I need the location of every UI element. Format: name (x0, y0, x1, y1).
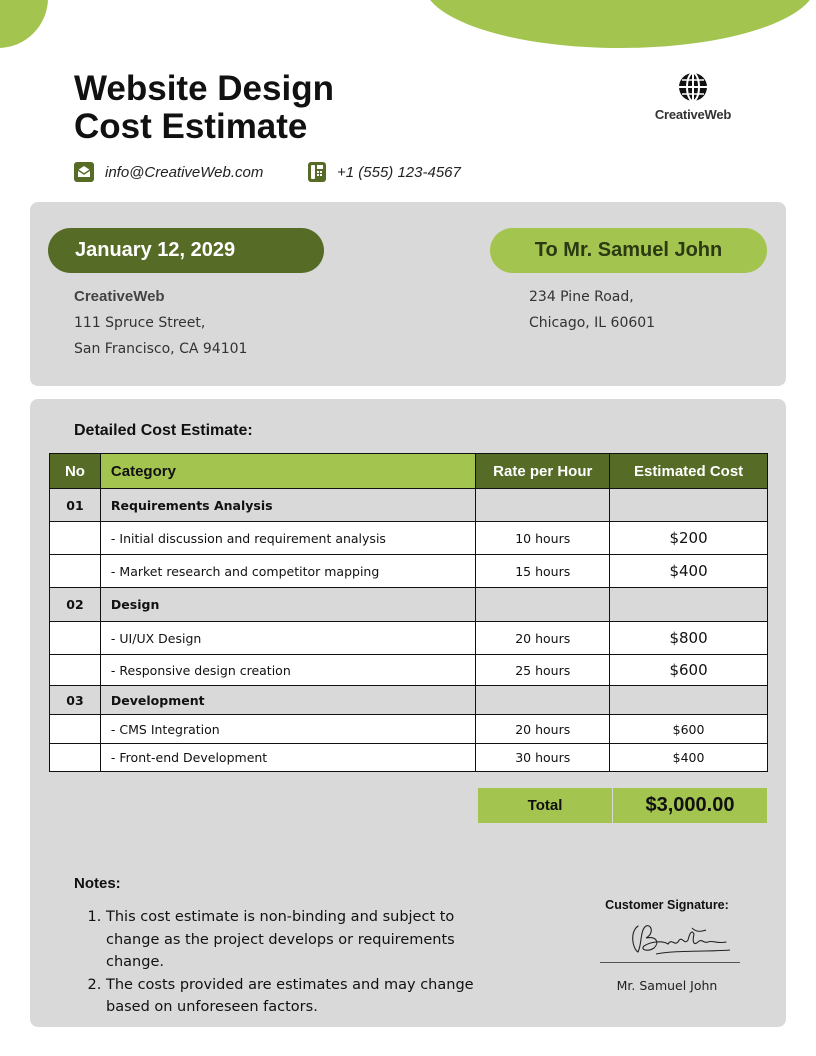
empty-cell (50, 622, 101, 655)
list-item: 1. This cost estimate is non-binding and subject to change as the project develops or requirements change. (106, 906, 508, 974)
empty-cell (476, 686, 610, 715)
category-row (50, 489, 768, 522)
contact-email[interactable] (74, 161, 263, 183)
list-item: 2. The costs provided are estimates and may change based on unforeseen factors. (106, 974, 508, 1019)
recipient-pill: To Mr. Samuel John (490, 228, 767, 273)
table-row (50, 555, 768, 588)
logo-text: CreativeWeb (654, 107, 732, 122)
estimate-title: Detailed Cost Estimate: (74, 422, 253, 439)
empty-cell (610, 686, 768, 715)
item-cost: $800 (610, 622, 768, 655)
mail-icon (74, 162, 94, 182)
email-text: info@CreativeWeb.com (105, 163, 264, 181)
table-header-row (50, 454, 768, 489)
recipient-city: Chicago, IL 60601 (529, 315, 656, 331)
contact-phone[interactable] (308, 161, 461, 183)
empty-cell (610, 489, 768, 522)
category-name: Requirements Analysis (100, 489, 475, 522)
item-description: - Initial discussion and requirement analysis (100, 522, 475, 555)
total-value: $3,000.00 (613, 788, 767, 823)
empty-cell (476, 489, 610, 522)
corner-decoration-right (424, 0, 816, 48)
table-row (50, 655, 768, 686)
table-row (50, 715, 768, 744)
phone-text: +1 (555) 123-4567 (337, 163, 461, 181)
address-panel (30, 202, 786, 386)
category-name: Development (100, 686, 475, 715)
recipient-address (529, 284, 655, 336)
title-line-2: Cost Estimate (74, 107, 308, 146)
item-cost: $400 (610, 555, 768, 588)
item-description: - CMS Integration (100, 715, 475, 744)
category-number: 03 (50, 686, 101, 715)
empty-cell (50, 522, 101, 555)
recipient-street: 234 Pine Road, (529, 289, 634, 305)
column-header-cost: Estimated Cost (610, 454, 768, 489)
sender-street: 111 Spruce Street, (74, 315, 206, 331)
signature-label: Customer Signature: (605, 898, 729, 912)
column-header-category: Category (100, 454, 475, 489)
column-header-no: No (50, 454, 101, 489)
item-cost: $600 (610, 655, 768, 686)
item-rate: 25 hours (476, 655, 610, 686)
signature-name: Mr. Samuel John (616, 978, 718, 993)
empty-cell (50, 555, 101, 588)
item-cost: $200 (610, 522, 768, 555)
column-header-rate: Rate per Hour (476, 454, 610, 489)
item-description: - Market research and competitor mapping (100, 555, 475, 588)
empty-cell (50, 744, 101, 772)
item-rate: 20 hours (476, 715, 610, 744)
category-number: 02 (50, 588, 101, 622)
empty-cell (476, 588, 610, 622)
category-row (50, 588, 768, 622)
total-row (478, 788, 767, 823)
table-row (50, 622, 768, 655)
empty-cell (610, 588, 768, 622)
item-cost: $600 (610, 715, 768, 744)
corner-decoration-left (0, 0, 48, 48)
signature-line (600, 962, 740, 963)
signature-scribble (626, 920, 736, 960)
category-row (50, 686, 768, 715)
table-row (50, 744, 768, 772)
phone-icon (308, 162, 328, 182)
total-label: Total (478, 788, 612, 823)
empty-cell (50, 715, 101, 744)
item-description: - Responsive design creation (100, 655, 475, 686)
item-rate: 30 hours (476, 744, 610, 772)
item-rate: 15 hours (476, 555, 610, 588)
notes-title: Notes: (74, 875, 121, 892)
category-name: Design (100, 588, 475, 622)
notes-list (88, 906, 508, 1019)
sender-address (74, 284, 247, 362)
item-rate: 10 hours (476, 522, 610, 555)
empty-cell (50, 655, 101, 686)
date-pill: January 12, 2029 (48, 228, 324, 273)
item-rate: 20 hours (476, 622, 610, 655)
sender-city: San Francisco, CA 94101 (74, 341, 248, 357)
page-title (74, 70, 434, 146)
globe-icon (678, 72, 708, 102)
estimate-table (49, 453, 768, 772)
item-description: - UI/UX Design (100, 622, 475, 655)
table-row (50, 522, 768, 555)
estimate-panel (30, 399, 786, 1027)
category-number: 01 (50, 489, 101, 522)
title-line-1: Website Design (74, 69, 334, 108)
sender-company: CreativeWeb (74, 288, 165, 305)
item-cost: $400 (610, 744, 768, 772)
company-logo (640, 72, 746, 122)
item-description: - Front-end Development (100, 744, 475, 772)
